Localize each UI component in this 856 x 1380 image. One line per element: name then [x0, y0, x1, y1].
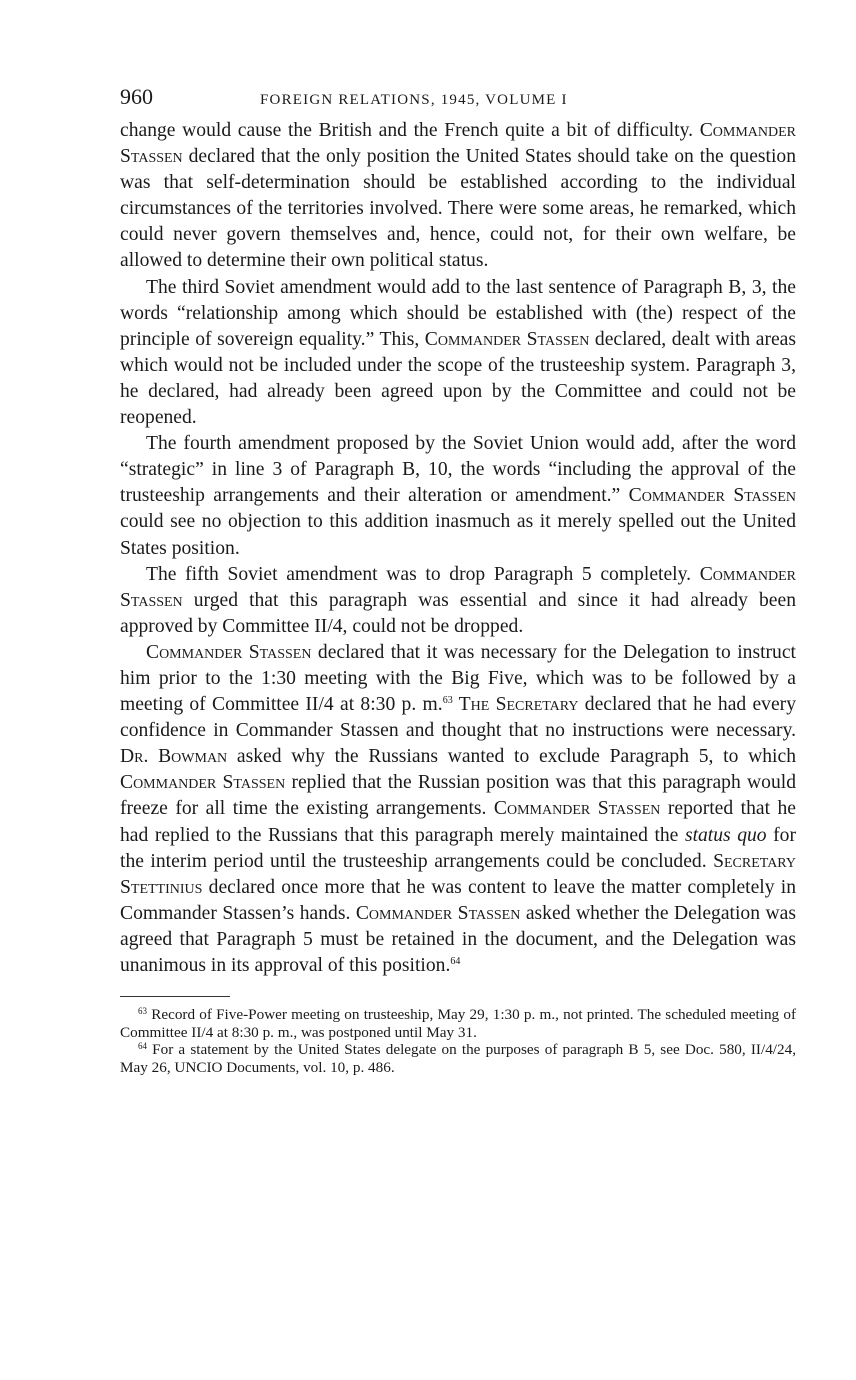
- paragraph-3: [120, 431, 796, 561]
- text-run: The third Soviet amendment would add to the last sentence of Paragraph B, 3, the words “relationship among which should be established with (the) respect of the principle of sovereign equality.” This,: [120, 276, 796, 350]
- speaker-name: Commander Stassen: [120, 563, 796, 611]
- text-run: asked why the Russians wanted to exclude Paragraph 5, to which: [227, 746, 796, 768]
- speaker-name: Commander Stassen: [493, 798, 661, 820]
- running-head: FOREIGN RELATIONS, 1945, VOLUME I: [260, 92, 568, 108]
- text-run: declared that it was necessary for the Delegation to instruct him prior to the 1:30 meeting with the Big Five, which was to be followed by a meeting of Committee II/4 at 8:30 p. m.: [120, 641, 796, 716]
- body-text: [120, 118, 796, 979]
- footnotes: [120, 1006, 796, 1076]
- paragraph-1: [120, 118, 796, 275]
- text-run: replied that the Russian position was that this paragraph would freeze for all time the existing arrangements.: [120, 772, 797, 820]
- text-run: for the interim period until the trusteeship arrangements could be concluded.: [120, 824, 796, 872]
- paragraph-4: [120, 562, 796, 640]
- speaker-name: Commander Stassen: [120, 120, 796, 168]
- page: [120, 84, 796, 1076]
- speaker-name: Commander Stassen: [424, 328, 590, 350]
- paragraph-5: [120, 640, 796, 979]
- footnote-divider: [120, 996, 230, 997]
- paragraph-2: [120, 275, 796, 432]
- speaker-name: The Secretary: [452, 694, 579, 716]
- footnote-reference: 63: [442, 695, 453, 707]
- page-number: 960: [120, 84, 153, 109]
- speaker-name: Secretary Stettinius: [120, 850, 796, 898]
- text-run: The fifth Soviet amendment was to drop Paragraph 5 completely.: [146, 563, 700, 585]
- text-run: reported that he had replied to the Russians that this paragraph merely maintained the: [120, 798, 797, 846]
- speaker-name: Commander Stassen: [146, 641, 312, 663]
- text-run: asked whether the Delegation was agreed that Paragraph 5 must be retained in the document, and the Delegation was unanimous in its approval of this position.: [120, 902, 796, 976]
- text-run: declared that the only position the United States should take on the question was that self-determination should be established according to the individual circumstances of the territories involved. There were some areas, he remarked, which could never govern themselves and, hence, could not, for their own welfare, be allowed to determine their own political status.: [120, 146, 796, 272]
- footnote-reference: 64: [450, 956, 461, 967]
- italic-phrase: status quo: [684, 824, 767, 846]
- footnote-63: [120, 1006, 796, 1041]
- speaker-name: Commander Stassen: [355, 902, 521, 924]
- speaker-name: Dr. Bowman: [120, 746, 228, 768]
- page-header: [120, 84, 796, 118]
- footnote-text: For a statement by the United States delegate on the purposes of paragraph B 5, see Doc. 580, II/4/24, May 26, UNCIO Documents, vol. 10, p. 486.: [120, 1041, 796, 1076]
- footnote-marker: 64: [138, 1041, 147, 1052]
- text-run: urged that this paragraph was essential and since it had already been approved by Committee II/4, could not be dropped.: [120, 589, 796, 637]
- speaker-name: Commander Stassen: [628, 485, 796, 507]
- text-run: could see no objection to this addition inasmuch as it merely spelled out the United States position.: [120, 511, 796, 559]
- text-run: The fourth amendment proposed by the Soviet Union would add, after the word “strategic” in line 3 of Paragraph B, 10, the words “including the approval of the trusteeship arrangements and their alteration or amendment.”: [120, 433, 796, 507]
- text-run: change would cause the British and the French quite a bit of difficulty.: [120, 120, 694, 141]
- text-run: declared, dealt with areas which would not be included under the scope of the trusteeship system. Paragraph 3, he declared, had already been agreed upon by the Committee and could not be reopened.: [120, 328, 796, 429]
- footnote-marker: 63: [138, 1006, 147, 1017]
- text-run: declared once more that he was content to leave the matter completely in Commander Stassen’s hands.: [120, 876, 796, 924]
- text-run: declared that he had every confidence in Commander Stassen and thought that no instructions were necessary.: [120, 694, 797, 742]
- footnote-text: Record of Five-Power meeting on trusteeship, May 29, 1:30 p. m., not printed. The scheduled meeting of Committee II/4 at 8:30 p. m., was postponed until May 31.: [120, 1006, 796, 1041]
- footnote-64: [120, 1041, 796, 1076]
- speaker-name: Commander Stassen: [120, 772, 286, 794]
